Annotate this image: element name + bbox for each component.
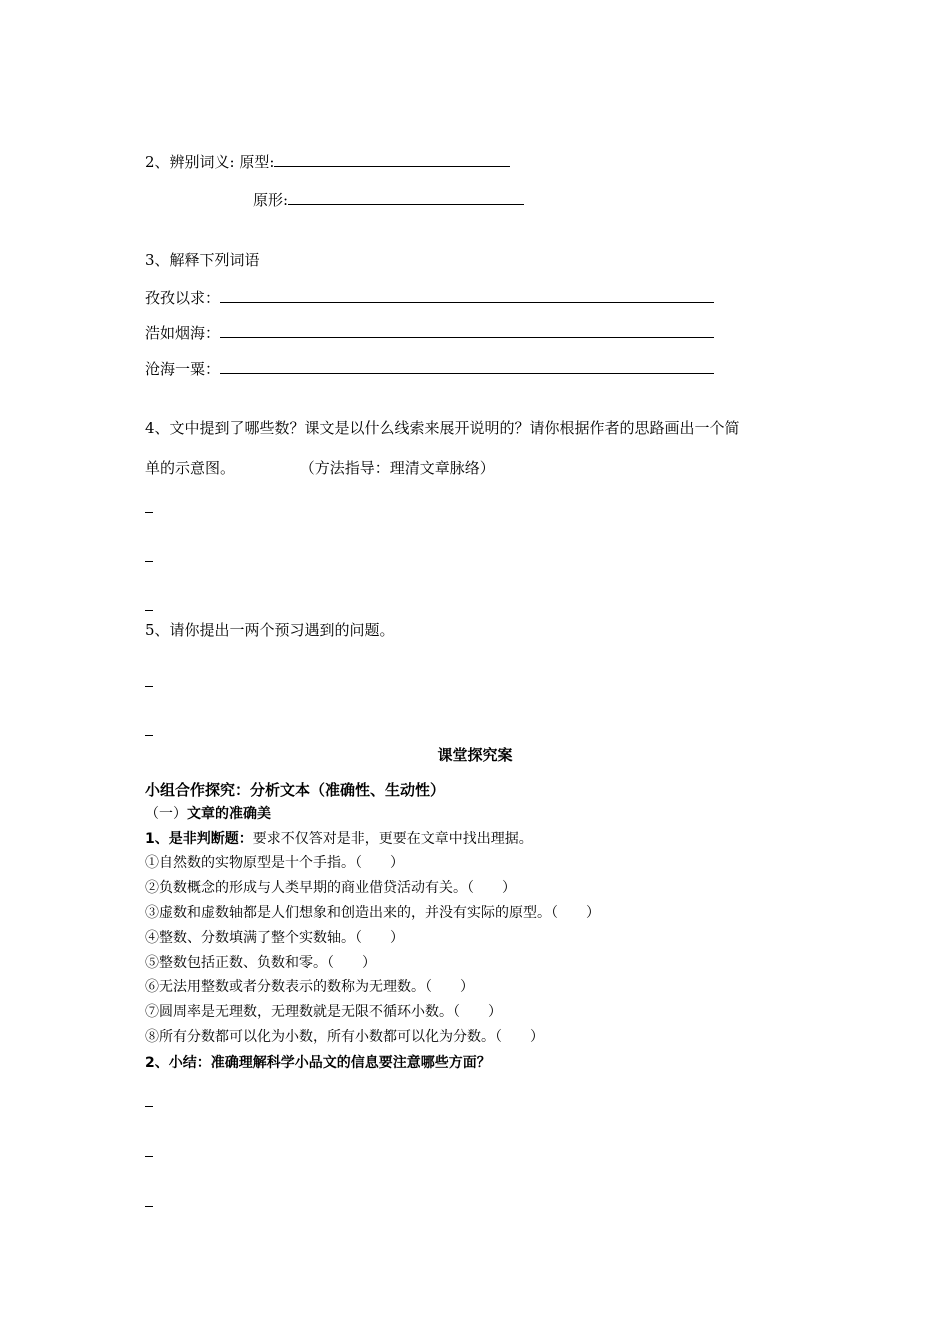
- group-heading: 小组合作探究：分析文本（准确性、生动性）: [145, 781, 446, 799]
- judge-item-8: ⑧所有分数都可以化为小数，所有小数都可以化为分数。（ ）: [145, 1029, 544, 1045]
- q2-row-2: [253, 188, 524, 210]
- summary-question: 2、小结：准确理解科学小品文的信息要注意哪些方面？: [145, 1055, 491, 1071]
- q4-text: 单的示意图。: [145, 459, 236, 477]
- judge-instruction: 要求不仅答对是非，更要在文章中找出理据。: [252, 831, 533, 847]
- judge-item-4: ④整数、分数填满了整个实数轴。（ ）: [145, 930, 404, 946]
- judge-item-2: ②负数概念的形成与人类早期的商业借贷活动有关。（ ）: [145, 880, 516, 896]
- answer-blank[interactable]: [145, 561, 153, 562]
- q3-answer-line[interactable]: [220, 357, 714, 374]
- q2-word-2: 原形:: [253, 191, 289, 209]
- section-title: 课堂探究案: [437, 746, 513, 764]
- answer-blank[interactable]: [145, 1156, 153, 1157]
- answer-blank[interactable]: [145, 512, 153, 513]
- q4-line-2: [145, 458, 495, 478]
- q3-answer-line[interactable]: [220, 286, 714, 303]
- sub-heading-row: [145, 804, 271, 824]
- q2-row-1: [145, 150, 510, 172]
- q3-row-3: [145, 357, 714, 379]
- answer-blank[interactable]: [145, 686, 153, 687]
- q3-word: 沧海一粟：: [145, 360, 221, 378]
- judge-item-3: ③虚数和虚数轴都是人们想象和创造出来的，并没有实际的原型。（ ）: [145, 905, 600, 921]
- q3-label: 3、解释下列词语: [145, 251, 260, 269]
- judge-item-5: ⑤整数包括正数、负数和零。（ ）: [145, 955, 376, 971]
- answer-blank[interactable]: [145, 610, 153, 611]
- q3-answer-line[interactable]: [220, 321, 714, 338]
- sub-heading: 文章的准确美: [187, 806, 271, 822]
- q3-word: 孜孜以求：: [145, 289, 221, 307]
- q2-label: 2、辨别词义:: [145, 153, 235, 171]
- q2-word-1: 原型:: [239, 153, 275, 171]
- q4-line-1: 4、文中提到了哪些数？课文是以什么线索来展开说明的？请你根据作者的思路画出一个简: [145, 419, 740, 437]
- answer-blank[interactable]: [145, 735, 153, 736]
- answer-blank[interactable]: [145, 1106, 153, 1107]
- q3-word: 浩如烟海：: [145, 324, 221, 342]
- q3-row-2: [145, 321, 714, 343]
- q5-text: 5、请你提出一两个预习遇到的问题。: [145, 621, 395, 639]
- q2-answer-line-2[interactable]: [288, 188, 524, 205]
- judge-row: [145, 829, 533, 849]
- judge-label: 1、是非判断题：: [145, 831, 253, 847]
- q2-answer-line-1[interactable]: [274, 150, 510, 167]
- answer-blank[interactable]: [145, 1206, 153, 1207]
- q3-row-1: [145, 286, 714, 308]
- q4-hint: （方法指导：理清文章脉络）: [299, 459, 495, 477]
- judge-item-7: ⑦圆周率是无理数，无理数就是无限不循环小数。（ ）: [145, 1004, 502, 1020]
- judge-item-6: ⑥无法用整数或者分数表示的数称为无理数。（ ）: [145, 979, 474, 995]
- sub-heading-prefix: （一）: [145, 806, 187, 822]
- judge-item-1: ①自然数的实物原型是十个手指。（ ）: [145, 855, 404, 871]
